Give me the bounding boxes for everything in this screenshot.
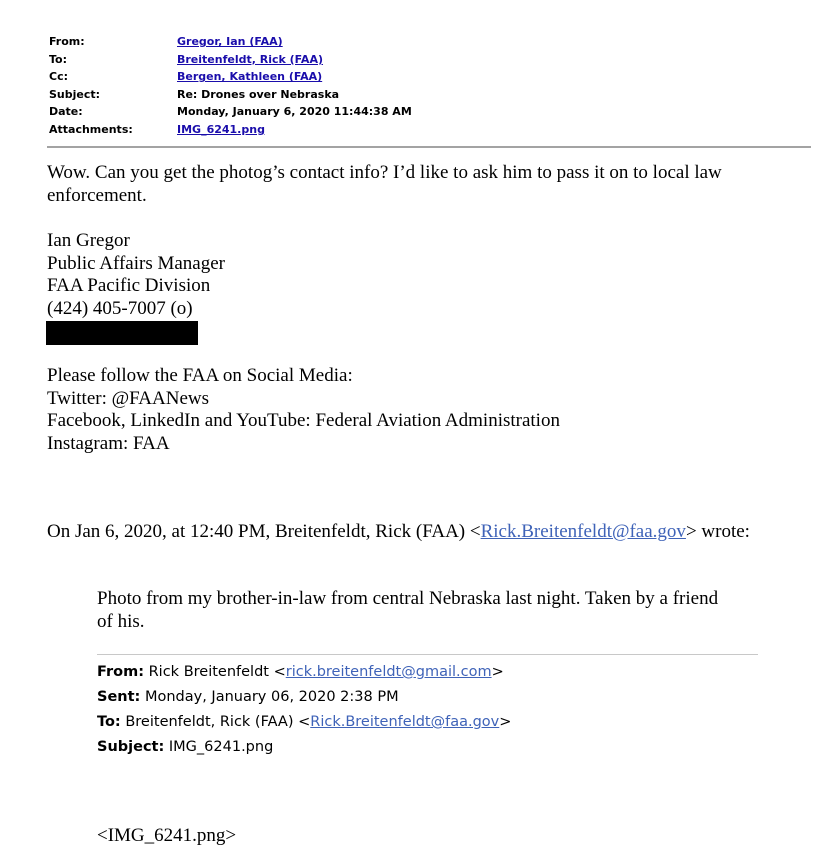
inner-to-close: > bbox=[499, 714, 512, 730]
date-label: Date: bbox=[49, 105, 83, 119]
to-link[interactable]: Breitenfeldt, Rick (FAA) bbox=[177, 52, 323, 66]
signature-name: Ian Gregor bbox=[47, 230, 130, 251]
social-twitter: Twitter: @FAANews bbox=[47, 387, 209, 409]
signature bbox=[47, 230, 225, 320]
inner-subject-label: Subject: bbox=[97, 739, 165, 755]
inner-sent-value: Monday, January 06, 2020 2:38 PM bbox=[144, 689, 399, 705]
inner-to-name: Breitenfeldt, Rick (FAA) < bbox=[125, 714, 311, 730]
header-date-row bbox=[49, 103, 809, 121]
inner-from-name: Rick Breitenfeldt < bbox=[148, 664, 286, 680]
header-subject-row bbox=[49, 86, 809, 104]
cc-label: Cc: bbox=[49, 70, 68, 84]
message-line: Wow. Can you get the photog’s contact info? I’d like to ask him to pass it on to local law bbox=[47, 162, 722, 183]
redaction-box bbox=[46, 321, 198, 345]
message-line: enforcement. bbox=[47, 184, 147, 206]
social-instagram: Instagram: FAA bbox=[47, 432, 170, 454]
inner-header bbox=[97, 660, 511, 760]
header-cc-row bbox=[49, 68, 809, 86]
forwarded-line: of his. bbox=[97, 610, 145, 632]
inner-sent-row bbox=[97, 685, 511, 710]
cc-link[interactable]: Bergen, Kathleen (FAA) bbox=[177, 70, 323, 84]
inner-to-label: To: bbox=[97, 714, 121, 730]
attachments-label: Attachments: bbox=[49, 122, 133, 136]
quote-suffix: > wrote: bbox=[685, 521, 750, 542]
forwarded-line: Photo from my brother-in-law from central Nebraska last night. Taken by a friend bbox=[97, 588, 719, 609]
signature-phone: (424) 405-7007 (o) bbox=[47, 297, 193, 319]
quote-email-link[interactable]: Rick.Breitenfeldt@faa.gov bbox=[480, 521, 686, 542]
inner-subject-value: IMG_6241.png bbox=[168, 739, 274, 755]
header-to-row bbox=[49, 51, 809, 69]
message-body bbox=[47, 162, 787, 207]
inner-subject-row bbox=[97, 735, 511, 760]
inner-from-email-link[interactable]: rick.breitenfeldt@gmail.com bbox=[285, 664, 492, 680]
inner-from-close: > bbox=[491, 664, 504, 680]
inner-divider bbox=[97, 654, 758, 655]
signature-division: FAA Pacific Division bbox=[47, 275, 211, 296]
social-facebook: Facebook, LinkedIn and YouTube: Federal Aviation Administration bbox=[47, 410, 560, 431]
forwarded-message bbox=[97, 588, 777, 633]
social-intro: Please follow the FAA on Social Media: bbox=[47, 365, 353, 386]
inner-to-row bbox=[97, 710, 511, 735]
inner-sent-label: Sent: bbox=[97, 689, 141, 705]
header-from-row bbox=[49, 33, 809, 51]
from-label: From: bbox=[49, 35, 85, 49]
date-value: Monday, January 6, 2020 11:44:38 AM bbox=[177, 105, 412, 119]
header-attachments-row bbox=[49, 121, 809, 139]
attachment-link[interactable]: IMG_6241.png bbox=[177, 122, 265, 136]
to-label: To: bbox=[49, 52, 67, 66]
quote-attribution bbox=[47, 521, 817, 544]
from-link[interactable]: Gregor, Ian (FAA) bbox=[177, 35, 283, 49]
header-divider bbox=[47, 146, 811, 148]
inner-from-label: From: bbox=[97, 664, 144, 680]
signature-title: Public Affairs Manager bbox=[47, 252, 225, 274]
inner-from-row bbox=[97, 660, 511, 685]
social-media-block bbox=[47, 365, 560, 455]
subject-label: Subject: bbox=[49, 87, 101, 101]
inner-to-email-link[interactable]: Rick.Breitenfeldt@faa.gov bbox=[310, 714, 500, 730]
attachment-placeholder: <IMG_6241.png> bbox=[97, 825, 237, 846]
email-header bbox=[49, 33, 809, 138]
subject-value: Re: Drones over Nebraska bbox=[177, 87, 340, 101]
quote-prefix: On Jan 6, 2020, at 12:40 PM, Breitenfeldt, Rick (FAA) < bbox=[47, 521, 481, 542]
